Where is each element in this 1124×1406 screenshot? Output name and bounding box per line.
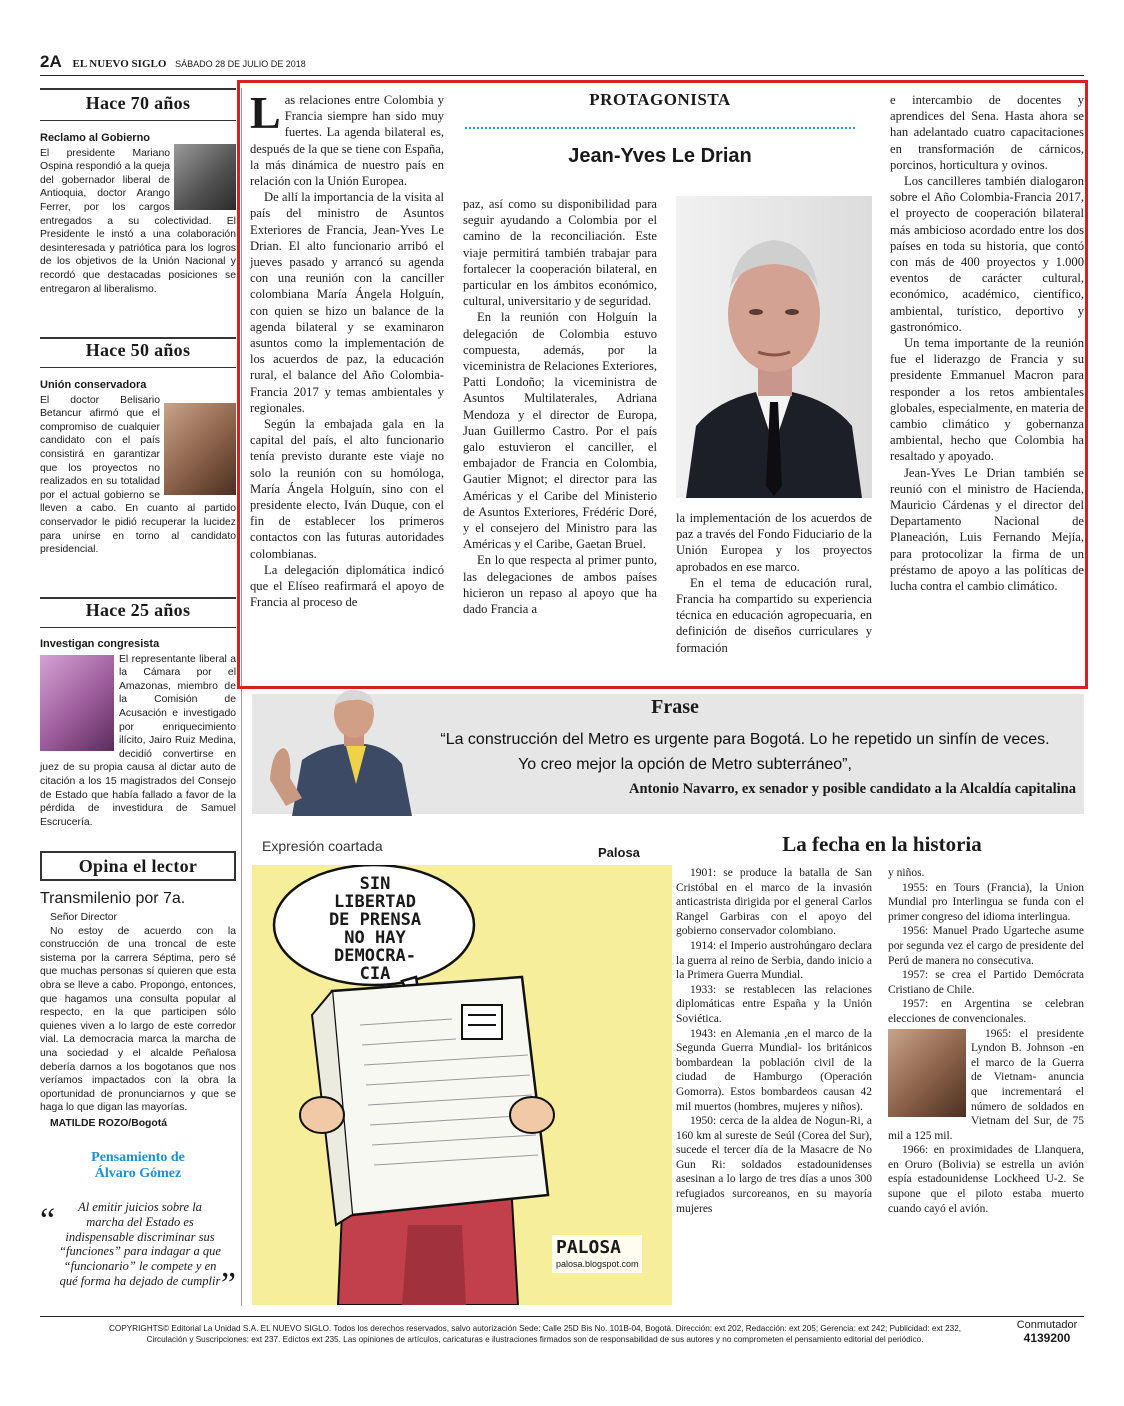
- copyright-line-2: Circulación y Suscripciones: ext 237. Edictos ext 235. Las opiniones de artículos, caricaturas e ilustraciones firmados son de responsabilidad de sus autores y no comprometen el pensamiento editorial del periódico.: [146, 1335, 924, 1344]
- divider: [40, 597, 236, 599]
- history-col-2: [888, 866, 1084, 1216]
- history-heading: La fecha en la historia: [782, 832, 982, 856]
- switchboard-number: 4139200: [1023, 1331, 1071, 1345]
- balloon-line: DE PRENSA: [328, 910, 422, 930]
- cartoonist-signature: PALOSA: [556, 1237, 622, 1258]
- ospina-photo: [174, 144, 236, 210]
- para: En la reunión con Holguín la delegación de Colombia estuvo compuesta, además, por la viceministra de Relaciones Exteriores, Patti Londoño; la viceministra de Asuntos Multilaterales, Adriana Mendoza y el director de Europa, Juan Guillermo Castro. Por el país galo estuvieron el canciller, el embajador de Francia en Colombia, Gautier Mignot; el director para las Américas y el Caribe del Ministerio de Asuntos Exteriores, Frédéric Doré, y el consejero del Ministro para las Américas y el Caribe, Gaetan Bruel.: [463, 310, 657, 552]
- paper-name: EL NUEVO SIGLO: [72, 58, 167, 70]
- protagonista-name: Jean-Yves Le Drian: [568, 145, 752, 167]
- para: La delegación diplomática indicó que el Elíseo reafirmará el apoyo de Francia al proceso de: [250, 562, 444, 610]
- johnson-photo: [888, 1029, 966, 1117]
- balloon-line: SIN: [359, 874, 391, 894]
- hace-70-body: El presidente Mariano Ospina respondió a la queja del gobernador liberal de Antioquia, doctor Arango Ferrer, por los cargos entregados a su colectividad. El Presidente le instó a una colaboración desinteresada y patriótica para los logros de los objetivos de la Unión Nacional y recordó que destacadas posiciones se entregaron al liberalismo.: [40, 147, 236, 295]
- para: paz, así como su disponibilidad para seguir ayudando a Colombia por el camino de la reconciliación. Este viaje permitirá también trabajar para fortalecer la cooperación bilateral, en particular en los ámbitos económico, cultural, universitario y de seguridad.: [463, 197, 657, 309]
- hace-70-article: [40, 132, 236, 296]
- history-entry: 1965: el presidente Lyndon B. Johnson -en el marco de la Guerra de Vietnam- anuncia que incrementará el número de soldados en Vietnam del Sur, de 75 mil a 125 mil.: [888, 1027, 1084, 1142]
- letter-body: No estoy de acuerdo con la construcción de una troncal de este sistema por la carrera Séptima, pero sé que muchas personas sí quieren que esta obra se lleve a cabo. Propongo, entonces, que hagamos una consulta popular al respecto, en la que participen sólo quienes viven a lo largo de este corredor vial. La democracia marca la marcha de una sociedad y el alcalde Peñalosa debería darnos a los bogotanos que nos veríamos impactados con la obra la oportunidad de pronunciarnos y que se haga lo que digan las mayorías.: [40, 925, 236, 1114]
- hace-50-body: El doctor Belisario Betancur afirmó que el compromiso de cualquier candidato con el país consistirá en garantizar que los proyectos no realizados en su totalidad por el actual gobierno se lleven a cabo. En cuanto al partido conservador le pidió recuperar la lucidez para unirse en torno al candidato presidencial.: [40, 394, 236, 556]
- pensamiento-heading: [40, 1150, 236, 1182]
- frase-heading: Frase: [651, 696, 699, 718]
- history-entry: 1956: Manuel Prado Ugarteche asume por segunda vez el cargo de presidente del Perú de manera no consecutiva.: [888, 925, 1084, 967]
- portrait-illustration: [676, 196, 872, 498]
- hace-25-article: [40, 638, 236, 829]
- switchboard: [1010, 1319, 1084, 1345]
- opina-box: [40, 851, 236, 881]
- hace-25-body: El representante liberal a la Cámara por el Amazonas, miembro de la Comisión de Acusación e investigado por enriquecimiento ilícito, Jairo Ruiz Medina, decidió convertirse en juez de su propia causa al dictar auto de citación a los 15 magistrados del Consejo de Estado que había fallado a favor de la pérdida de investidura de Samuel Escrucería.: [40, 653, 236, 828]
- frase-line-2: Yo creo mejor la opción de Metro subterráneo”,: [518, 756, 852, 773]
- pensamiento-quote-block: [40, 1200, 236, 1303]
- letter: [40, 911, 236, 1131]
- protagonista-col-1: [250, 87, 444, 611]
- history-entry: y niños.: [888, 867, 925, 879]
- hace-25-heading: Hace 25 años: [85, 600, 191, 620]
- cartoon-author: Palosa: [598, 845, 640, 860]
- para: Un tema importante de la reunión fue el liderazgo de Francia y su presidente Emmanuel Macron para responder a los retos ambientales globales, especialmente, en materia de cambio climático y gobernanza ambiental, hecho que Colombia ha resaltado y apoyado.: [890, 336, 1084, 464]
- history-entry: 1957: se crea el Partido Demócrata Cristiano de Chile.: [888, 969, 1084, 996]
- ruiz-medina-photo: [40, 655, 114, 751]
- frase-line-1: “La construcción del Metro es urgente para Bogotá. Lo he repetido un sinfín de veces.: [440, 731, 1050, 748]
- divider: [40, 337, 236, 339]
- letter-salute: Señor Director: [50, 912, 117, 923]
- balloon-line: DEMOCRA-: [334, 946, 416, 966]
- history-col-1: [676, 866, 872, 1216]
- masthead: [40, 52, 1084, 76]
- para: De allí la importancia de la visita al país del ministro de Asuntos Exteriores de Francia, Jean-Yves Le Drian. El alto funcionario arribó el jueves pasado y arrancó su agenda con una reunión con la canciller colombiana María Ángela Holguín, con quien se hizo un balance de la agenda bilateral y se examinaron asuntos como la implementación de los acuerdos de paz, la educación rural, el balance del Año Colombia-Francia 2017 y temas ambientales y regionales.: [250, 190, 444, 415]
- switchboard-label: Conmutador: [1016, 1319, 1078, 1331]
- protagonista-col-4: [890, 92, 1084, 594]
- frase-author: Antonio Navarro, ex senador y posible candidato a la Alcaldía capitalina: [629, 781, 1076, 797]
- pensamiento-line1: Pensamiento de: [91, 1150, 185, 1165]
- divider: [40, 627, 236, 628]
- divider: [40, 88, 236, 90]
- divider: [40, 120, 236, 121]
- letter-title: Transmilenio por 7a.: [40, 890, 186, 907]
- history-entry: 1966: en proximidades de Llanquera, en Oruro (Bolivia) se estrella un avión espía estadounidense Lockheed U-2. Se supone que el piloto estaba muerto cuando cayó el avión.: [888, 1144, 1084, 1215]
- pensamiento-line2: Álvaro Gómez: [94, 1166, 182, 1181]
- para: Según la embajada gala en la capital del país, el alto funcionario tenía previsto durante este viaje no solo la reunión con su homóloga, María Ángela Holguín, sino con el presidente electo, Iván Duque, con el fin de establecer los primeros contactos con las futuras autoridades colombianas.: [250, 417, 444, 561]
- balloon-line: NO HAY: [344, 928, 406, 948]
- para: la implementación de los acuerdos de paz a través del Fondo Fiduciario de la Unión Europea y los proyectos aprobados en ese marco.: [676, 511, 872, 574]
- open-quote-mark: “: [40, 1202, 56, 1239]
- pensamiento-quote: Al emitir juicios sobre la marcha del Estado es indispensable discriminar sus “funciones” para indagar a que “funcionario” le compete y en qué forma ha dejado de cumplir: [59, 1200, 221, 1288]
- dotted-rule: [465, 127, 855, 129]
- hace-25-title: Investigan congresista: [40, 638, 160, 650]
- para: e intercambio de docentes y aprendices del Sena. Hasta ahora se han adelantado cuatro capacitaciones en transformación de cárnicos, porcinos, horticultura y ovinos.: [890, 93, 1084, 172]
- section-label: PROTAGONISTA: [589, 90, 731, 109]
- opina-heading: Opina el lector: [78, 856, 198, 876]
- close-quote-mark: ”: [220, 1266, 236, 1303]
- letter-signature: MATILDE ROZO/Bogotá: [50, 1117, 167, 1129]
- hace-50-article: [40, 379, 236, 557]
- issue-date: SÁBADO 28 DE JULIO DE 2018: [175, 59, 306, 69]
- cartoon: [252, 865, 672, 1305]
- hace-50-title: Unión conservadora: [40, 379, 147, 391]
- protagonista-col-3: [676, 510, 872, 656]
- protagonista-col-2: [463, 196, 657, 617]
- para: En lo que respecta al primer punto, las delegaciones de ambos países hicieron un repaso al apoyo que ha dado Francia a: [463, 553, 657, 617]
- betancur-photo: [164, 403, 236, 495]
- history-entry: 1901: se produce la batalla de San Cristóbal en el marco de la invasión anticastrista dirigida por el general Carlos Rangel Garbiras con el apoyo del gobierno conservador colombiano.: [676, 867, 872, 938]
- para: Jean-Yves Le Drian también se reunió con el ministro de Hacienda, Mauricio Cárdenas y el director del Departamento Nacional de Planeación, Luis Fernando Mejía, para protocolizar la firma de un préstamo de apoyo a las políticas de lucha contra el cambio climático.: [890, 465, 1084, 594]
- history-entry: 1950: cerca de la aldea de Nogun-Ri, a 160 km al sureste de Seúl (Corea del Sur), sucede el tercer día de la Masacre de No Gun Ri: soldados estadounidenses asesinan a lo largo de tres días a unos 300 refugiados surcoreanos, en su mayoría mujeres: [676, 1115, 872, 1215]
- cartoonist-blog: palosa.blogspot.com: [556, 1259, 639, 1269]
- hace-70-heading: Hace 70 años: [85, 93, 191, 113]
- history-entry: 1955: en Tours (Francia), la Union Mundial pro Interlingua se funda con el primer congreso del idioma interlingua.: [888, 881, 1084, 923]
- dropcap: L: [250, 87, 281, 138]
- divider: [40, 367, 236, 368]
- para: as relaciones entre Colombia y Francia siempre han sido muy fuertes. La agenda bilateral es, después de la que se tiene con España, la más dinámica de nuestro país en relación con la Unión Europea.: [250, 93, 444, 189]
- copyright: [60, 1323, 1010, 1345]
- page-number: 2A: [40, 52, 62, 71]
- navarro-photo: [262, 688, 422, 816]
- copyright-line-1: COPYRIGHTS© Editorial La Unidad S.A. EL NUEVO SIGLO. Todos los derechos reservados, salvo autorización Sede: Calle 25D Bis No. 101B-04, Bogotá. Dirección: ext 202, Redacción: ext 205; Gerencia: ext 242; Publicidad: ext 232,: [108, 1324, 962, 1333]
- para: Los cancilleres también dialogaron sobre el Año Colombia-Francia 2017, el proyecto de cooperación bilateral más ambicioso acordado entre los dos países en toda su historia, que contó con más de 400 proyectos y 1.000 eventos de carácter cultural, económico, académico, científico, ambiental, turístico, deportivo y gastronómico.: [890, 174, 1084, 334]
- cartoon-title: Expresión coartada: [262, 838, 383, 854]
- speech-balloon-text: [282, 875, 468, 983]
- history-entry: 1943: en Alemania ,en el marco de la Segunda Guerra Mundial- los británicos bombardean la población civil de la ciudad de Hamburgo (Operación Gomorra). Estos bombardeos causan 42 mil muertos (hombres, mujeres y niños).: [676, 1027, 872, 1113]
- hace-70-title: Reclamo al Gobierno: [40, 132, 151, 144]
- history-entry: 1933: se restablecen las relaciones diplomáticas entre España y la Unión Soviética.: [676, 983, 872, 1025]
- para: En el tema de educación rural, Francia ha compartido su experiencia técnica en educación agropecuaria, en definición de diseños curriculares y formación: [676, 575, 872, 655]
- le-drian-photo: [676, 196, 872, 498]
- hace-50-heading: Hace 50 años: [85, 340, 191, 360]
- balloon-line: LIBERTAD: [334, 892, 416, 912]
- history-entry: 1914: el Imperio austrohúngaro declara la guerra al reino de Serbia, dando inicio a la Primera Guerra Mundial.: [676, 939, 872, 982]
- history-entry: 1957: en Argentina se celebran elecciones de convencionales.: [888, 998, 1084, 1025]
- balloon-line: CIA: [359, 964, 391, 984]
- footer: [40, 1316, 1084, 1350]
